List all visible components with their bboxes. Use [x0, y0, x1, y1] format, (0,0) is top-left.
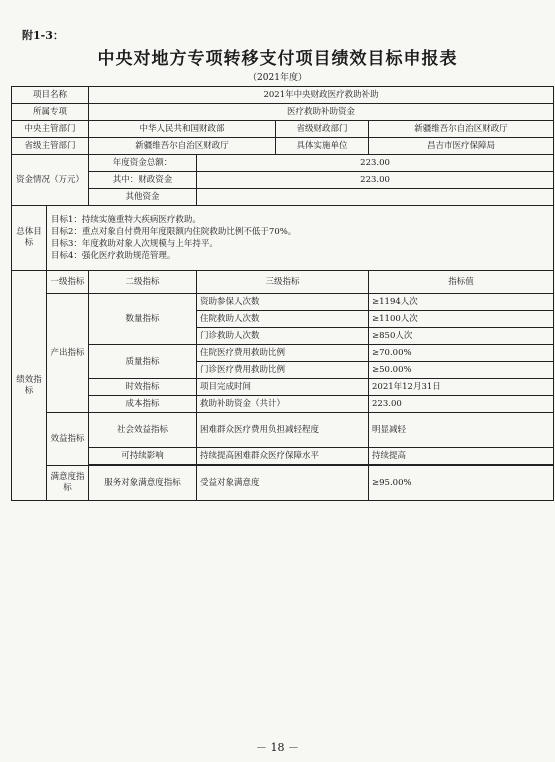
funds-fiscal-label: 其中：财政资金: [89, 172, 197, 189]
q3: 门诊救助人次数: [197, 328, 369, 345]
year-label: （2021年度）: [248, 73, 307, 83]
table-row: [12, 345, 554, 362]
table-row: [12, 413, 554, 448]
funds-total: 223.00: [197, 155, 554, 172]
ql1: 住院医疗费用救助比例: [197, 345, 369, 362]
ql2: 门诊医疗费用救助比例: [197, 362, 369, 379]
s1: 困难群众医疗费用负担减轻程度: [197, 413, 369, 448]
c1-value: 223.00: [369, 396, 554, 413]
impl-unit: 昌吉市医疗保障局: [369, 138, 554, 155]
funds-label: 资金情况（万元）: [12, 155, 89, 206]
page-number: － 18 －: [256, 741, 299, 754]
table-row: [12, 466, 554, 501]
timeliness-label: 时效指标: [89, 379, 197, 396]
central-dept: 中华人民共和国财政部: [89, 121, 276, 138]
sustain-label: 可持续影响: [89, 448, 197, 465]
h-level2: 二级指标: [89, 271, 197, 294]
indicators-section-label: 绩效指标: [12, 271, 47, 501]
funds-other: [197, 189, 554, 206]
s1-value: 明显减轻: [369, 413, 554, 448]
funds-other-label: 其他资金: [89, 189, 197, 206]
table-row: [12, 396, 554, 413]
impl-unit-label: 具体实施单位: [276, 138, 369, 155]
q1: 资助参保人次数: [197, 294, 369, 311]
prov-finance-label: 省级财政部门: [276, 121, 369, 138]
ql1-value: ≥70.00%: [369, 345, 554, 362]
h-level3: 三级指标: [197, 271, 369, 294]
q3-value: ≥850人次: [369, 328, 554, 345]
goal-item: 目标3：年度救助对象人次规模与上年持平。: [51, 239, 218, 249]
table-row: [12, 379, 554, 396]
goal-item: 目标4：强化医疗救助规范管理。: [51, 251, 176, 261]
q1-value: ≥1194人次: [369, 294, 554, 311]
goals-list: [47, 206, 554, 271]
sa1-value: ≥95.00%: [369, 466, 554, 501]
sa1: 受益对象满意度: [197, 466, 369, 501]
satisfaction-label: 满意度指标: [47, 466, 89, 501]
benefit-label: 效益指标: [47, 413, 89, 466]
su1: 持续提高困难群众医疗保障水平: [197, 448, 369, 465]
table-row: [12, 138, 554, 155]
table-row: [12, 172, 554, 189]
h-value: 指标值: [369, 271, 554, 294]
table-row: [12, 206, 554, 271]
quantity-label: 数量指标: [89, 294, 197, 345]
t1-value: 2021年12月31日: [369, 379, 554, 396]
prov-finance: 新疆维吾尔自治区财政厅: [369, 121, 554, 138]
quality-label: 质量指标: [89, 345, 197, 379]
c1: 救助补助资金（共计）: [197, 396, 369, 413]
table-row: [12, 87, 554, 104]
funds-fiscal: 223.00: [197, 172, 554, 189]
t1: 项目完成时间: [197, 379, 369, 396]
su1-value: 持续提高: [369, 448, 554, 465]
table-row: [12, 104, 554, 121]
table-row: [12, 189, 554, 206]
goal-item: 目标1：持续实施重特大疾病医疗救助。: [51, 215, 201, 225]
performance-target-table: [11, 86, 554, 501]
prov-dept-label: 省级主管部门: [12, 138, 89, 155]
cost-label: 成本指标: [89, 396, 197, 413]
page-title: 中央对地方专项转移支付项目绩效目标申报表: [97, 49, 458, 69]
special-value: 医疗救助补助资金: [89, 104, 554, 121]
table-row: [12, 155, 554, 172]
social-label: 社会效益指标: [89, 413, 197, 448]
project-name-label: 项目名称: [12, 87, 89, 104]
funds-total-label: 年度资金总额：: [89, 155, 197, 172]
output-label: 产出指标: [47, 294, 89, 413]
special-label: 所属专项: [12, 104, 89, 121]
q2-value: ≥1100人次: [369, 311, 554, 328]
table-row: [12, 271, 554, 294]
table-row: [12, 294, 554, 311]
goal-item: 目标2：重点对象自付费用年度限额内住院救助比例不低于70%。: [51, 227, 297, 237]
attachment-label: 附1-3：: [22, 29, 64, 42]
table-row: [12, 448, 554, 465]
h-level1: 一级指标: [47, 271, 89, 294]
service-label: 服务对象满意度指标: [89, 466, 197, 501]
ql2-value: ≥50.00%: [369, 362, 554, 379]
table-row: [12, 121, 554, 138]
central-dept-label: 中央主管部门: [12, 121, 89, 138]
goals-label: 总体目标: [12, 206, 47, 271]
prov-dept: 新疆维吾尔自治区财政厅: [89, 138, 276, 155]
project-name: 2021年中央财政医疗救助补助: [89, 87, 554, 104]
q2: 住院救助人次数: [197, 311, 369, 328]
